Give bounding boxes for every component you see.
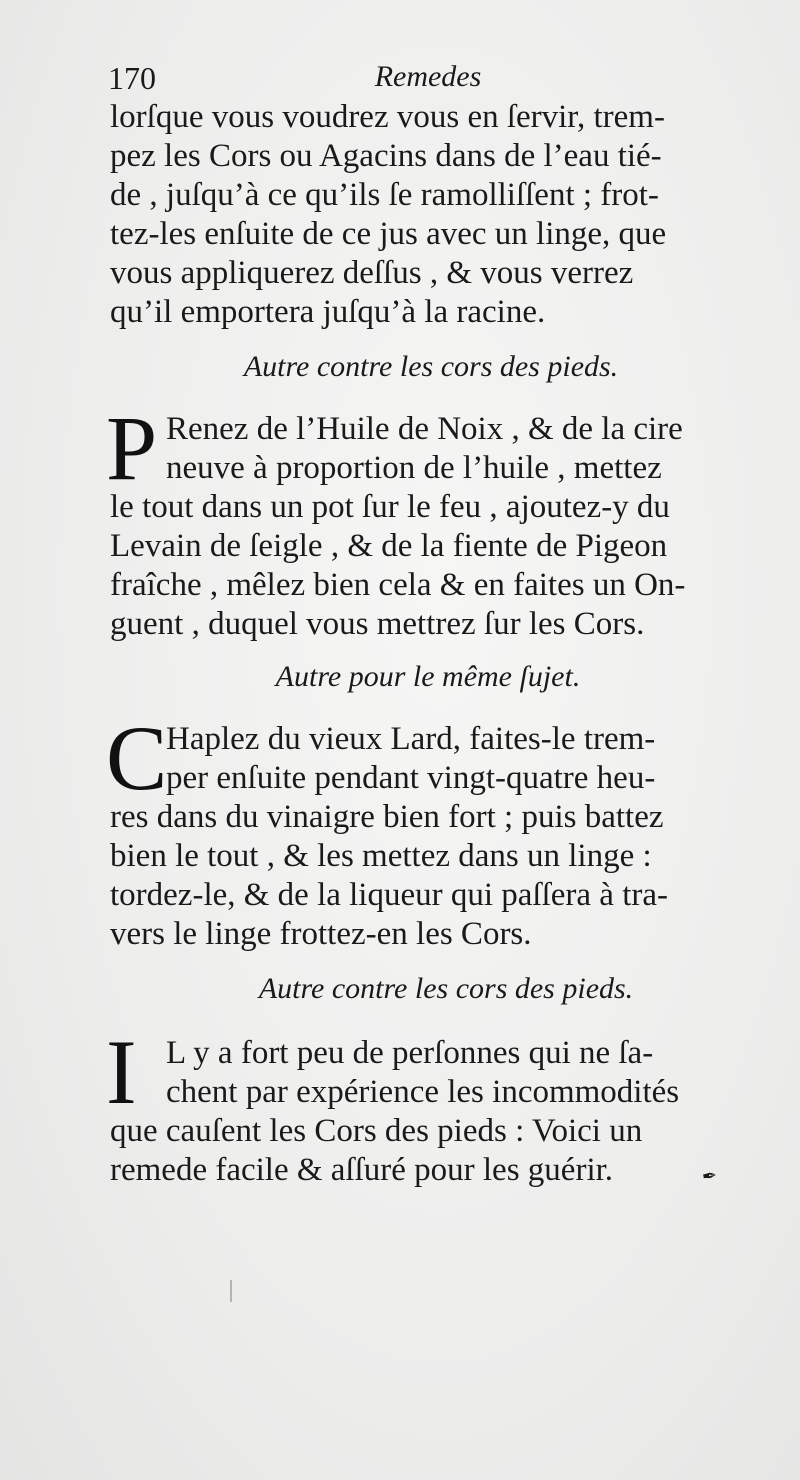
text-line: Levain de ſeigle , & de la fiente de Pigeon: [110, 528, 668, 564]
drop-cap: I: [106, 1021, 137, 1123]
text-line: tordez-le, & de la liqueur qui paſſera à tra-: [110, 877, 668, 913]
text-line: bien le tout , & les mettez dans un linge :: [110, 838, 652, 874]
text-line: chent par expérience les incommodités: [166, 1074, 680, 1110]
text-line: neuve à proportion de l’huile , mettez: [166, 450, 662, 486]
opening-paragraph: [110, 98, 740, 332]
text-line: Haplez du vieux Lard, faites-le trem-: [166, 721, 656, 757]
text-line: vers le linge frottez-en les Cors.: [110, 916, 532, 952]
remedy-paragraph: [106, 397, 740, 644]
text-line: tez-les enſuite de ce jus avec un linge, que: [110, 216, 667, 252]
text-line: remede facile & aſſuré pour les guérir.: [110, 1152, 614, 1188]
remedy-paragraph: [106, 1021, 740, 1190]
drop-cap: P: [106, 397, 158, 499]
text-line: Renez de l’Huile de Noix , & de la cire: [166, 411, 683, 447]
page-body: [106, 98, 740, 1190]
text-line: res dans du vinaigre bien fort ; puis battez: [110, 799, 664, 835]
section-heading: Autre contre les cors des pieds.: [243, 350, 619, 383]
text-line: vous appliquerez deſſus , & vous verrez: [110, 255, 634, 291]
text-line: lorſque vous voudrez vous en ſervir, trem-: [110, 99, 665, 135]
text-line: per enſuite pendant vingt-quatre heu-: [166, 760, 656, 796]
text-line: qu’il emportera juſqu’à la racine.: [110, 294, 546, 330]
drop-cap: C: [106, 707, 168, 809]
section-heading: Autre contre les cors des pieds.: [258, 972, 634, 1005]
printer-mark: [230, 1280, 244, 1302]
section-heading: Autre pour le même ſujet.: [275, 660, 581, 693]
text-line: que cauſent les Cors des pieds : Voici un: [110, 1113, 643, 1149]
text-line: L y a fort peu de perſonnes qui ne ſa-: [166, 1035, 654, 1071]
remedy-paragraph: [106, 707, 740, 954]
running-head: Remedes: [374, 60, 482, 93]
text-line: pez les Cors ou Agacins dans de l’eau tié-: [110, 138, 662, 174]
text-line: guent , duquel vous mettrez ſur les Cors.: [110, 606, 645, 642]
catchword-ornament: ✒: [700, 1165, 719, 1187]
text-line: de , juſqu’à ce qu’ils ſe ramolliſſent ; frot-: [110, 177, 659, 213]
text-line: fraîche , mêlez bien cela & en faites un On-: [110, 567, 686, 603]
page-number: 170: [108, 60, 156, 96]
text-line: le tout dans un pot ſur le feu , ajoutez-y du: [110, 489, 670, 525]
